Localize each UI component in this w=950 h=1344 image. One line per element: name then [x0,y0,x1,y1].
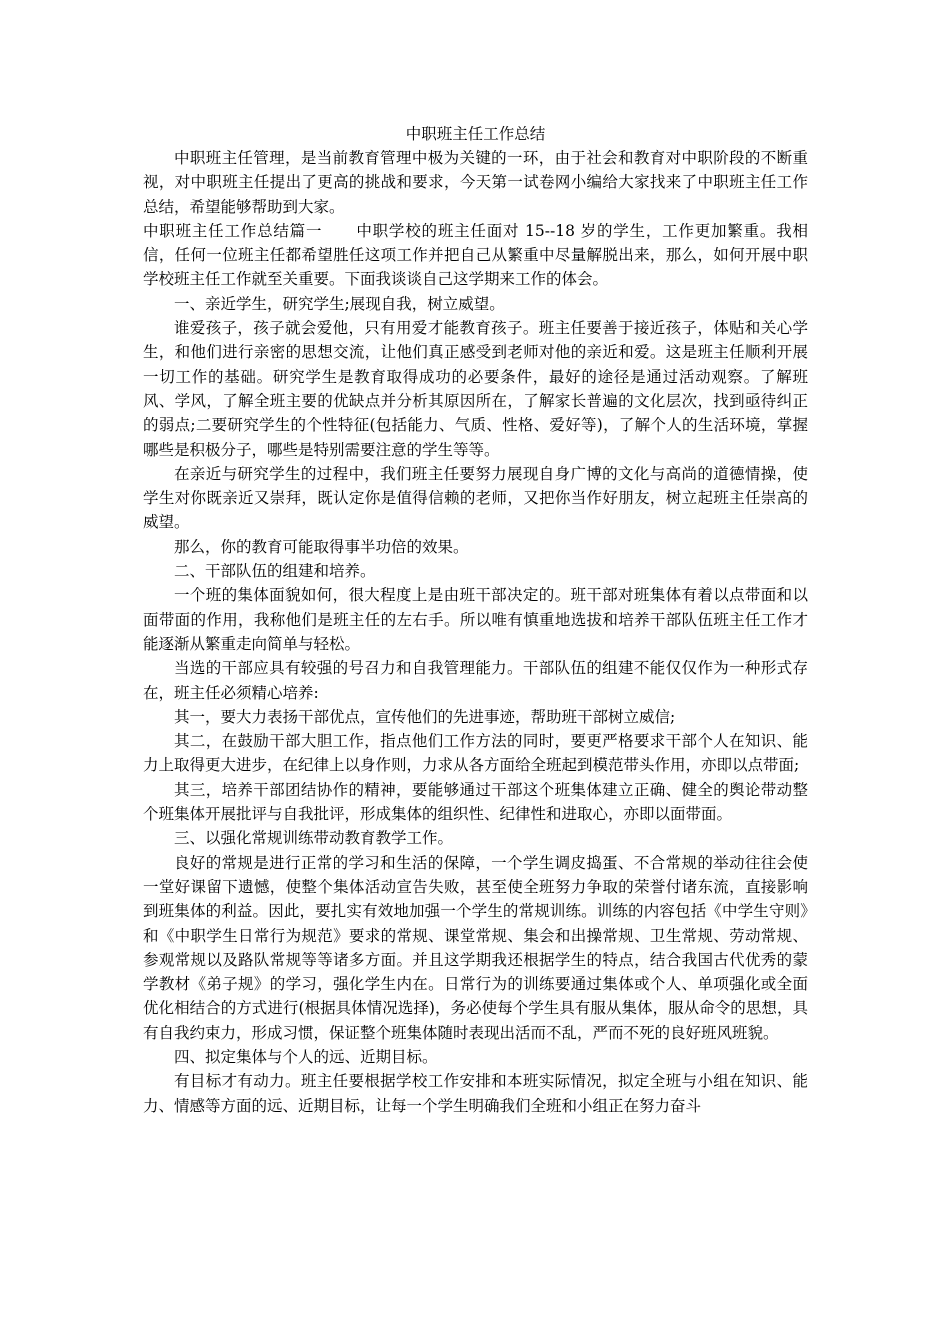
section-heading-3: 三、以强化常规训练带动教育教学工作。 [174,829,454,848]
body-paragraph: 那么，你的教育可能取得事半功倍的效果。 [174,537,469,556]
body-paragraph: 有目标才有动力。班主任要根据学校工作安排和本班实际情况，拟定全班与小组在知识、能力、情感等方面的远、近期目标，让每一个学生明确我们全班和小组正在努力奋斗 [143,1072,808,1115]
body-paragraph: 一个班的集体面貌如何，很大程度上是由班干部决定的。班干部对班集体有着以点带面和以面带面的作用，我称他们是班主任的左右手。所以唯有慎重地选拔和培养干部队伍班主任工作才能逐渐从繁重走向简单与轻松。 [143,586,808,653]
body-paragraph: 其二，在鼓励干部大胆工作，指点他们工作方法的同时，要更严格要求干部个人在知识、能力上取得更大进步，在纪律上以身作则，力求从各方面给全班起到模范带头作用，亦即以点带面; [143,732,808,775]
body-paragraph: 良好的常规是进行正常的学习和生活的保障，一个学生调皮捣蛋、不合常规的举动往往会使一堂好课留下遗憾，使整个集体活动宣告失败，甚至使全班努力争取的荣誉付诸东流，直接影响到班集体的利益。因此，要扎实有效地加强一个学生的常规训练。训练的内容包括《中学生守则》和《中职学生日常行为规范》要求的常规、课堂常规、集会和出操常规、卫生常规、劳动常规、参观常规以及路队常规等等诸多方面。并且这学期我还根据学生的特点，结合我国古代优秀的蒙学教材《弟子规》的学习，强化学生内在。日常行为的训练要通过集体或个人、单项强化或全面优化相结合的方式进行(根据具体情况选择)，务必使每个学生具有服从集体，服从命令的思想，具有自我约束力，形成习惯，保证整个班集体随时表现出活而不乱，严而不死的良好班风班貌。 [143,853,808,1042]
document-title: 中职班主任工作总结 [405,125,546,143]
chapter-label: 中职班主任工作总结篇一 [143,221,323,240]
body-paragraph: 其三，培养干部团结协作的精神，要能够通过干部这个班集体建立正确、健全的舆论带动整个班集体开展批评与自我批评，形成集体的组织性、纪律性和进取心，亦即以面带面。 [143,780,808,824]
section-heading-4: 四、拟定集体与个人的远、近期目标。 [174,1047,438,1066]
body-paragraph: 谁爱孩子，孩子就会爱他，只有用爱才能教育孩子。班主任要善于接近孩子，体贴和关心学生，和他们进行亲密的思想交流，让他们真正感受到老师对他的亲近和爱。这是班主任顺利开展一切工作的基础。研究学生是教育取得成功的必要条件，最好的途径是通过活动观察。了解班风、学风，了解全班主要的优缺点并分析其原因所在，了解家长普遍的文化层次，找到亟待纠正的弱点;二要研究学生的个性特征(包括能力、气质、性格、爱好等)，了解个人的生活环境，掌握哪些是积极分子，哪些是特别需要注意的学生等等。 [143,319,808,459]
section-heading-1: 一、亲近学生，研究学生;展现自我，树立威望。 [174,294,505,313]
body-paragraph: 其一，要大力表扬干部优点，宣传他们的先进事迹，帮助班干部树立威信; [174,707,676,726]
body-paragraph: 在亲近与研究学生的过程中，我们班主任要努力展现自身广博的文化与高尚的道德情操，使学生对你既亲近又崇拜，既认定你是值得信赖的老师，又把你当作好朋友，树立起班主任崇高的威望。 [143,464,808,532]
chapter-text: 中职学校的班主任面对 15--18 岁的学生，工作更加繁重。我相信，任何一位班主任都希望胜任这项工作并把自己从繁重中尽量解脱出来，那么，如何开展中职学校班主任工作就至关重要。下面我谈谈自己这学期来工作的体会。 [143,221,808,289]
chapter-paragraph [143,219,808,292]
intro-paragraph: 中职班主任管理，是当前教育管理中极为关键的一环，由于社会和教育对中职阶段的不断重视，对中职班主任提出了更高的挑战和要求，今天第一试卷网小编给大家找来了中职班主任工作总结，希望能够帮助到大家。 [143,149,808,216]
section-heading-2: 二、干部队伍的组建和培养。 [174,562,376,581]
document-page [143,122,808,1118]
body-paragraph: 当选的干部应具有较强的号召力和自我管理能力。干部队伍的组建不能仅仅作为一种形式存在，班主任必须精心培养: [143,659,808,702]
